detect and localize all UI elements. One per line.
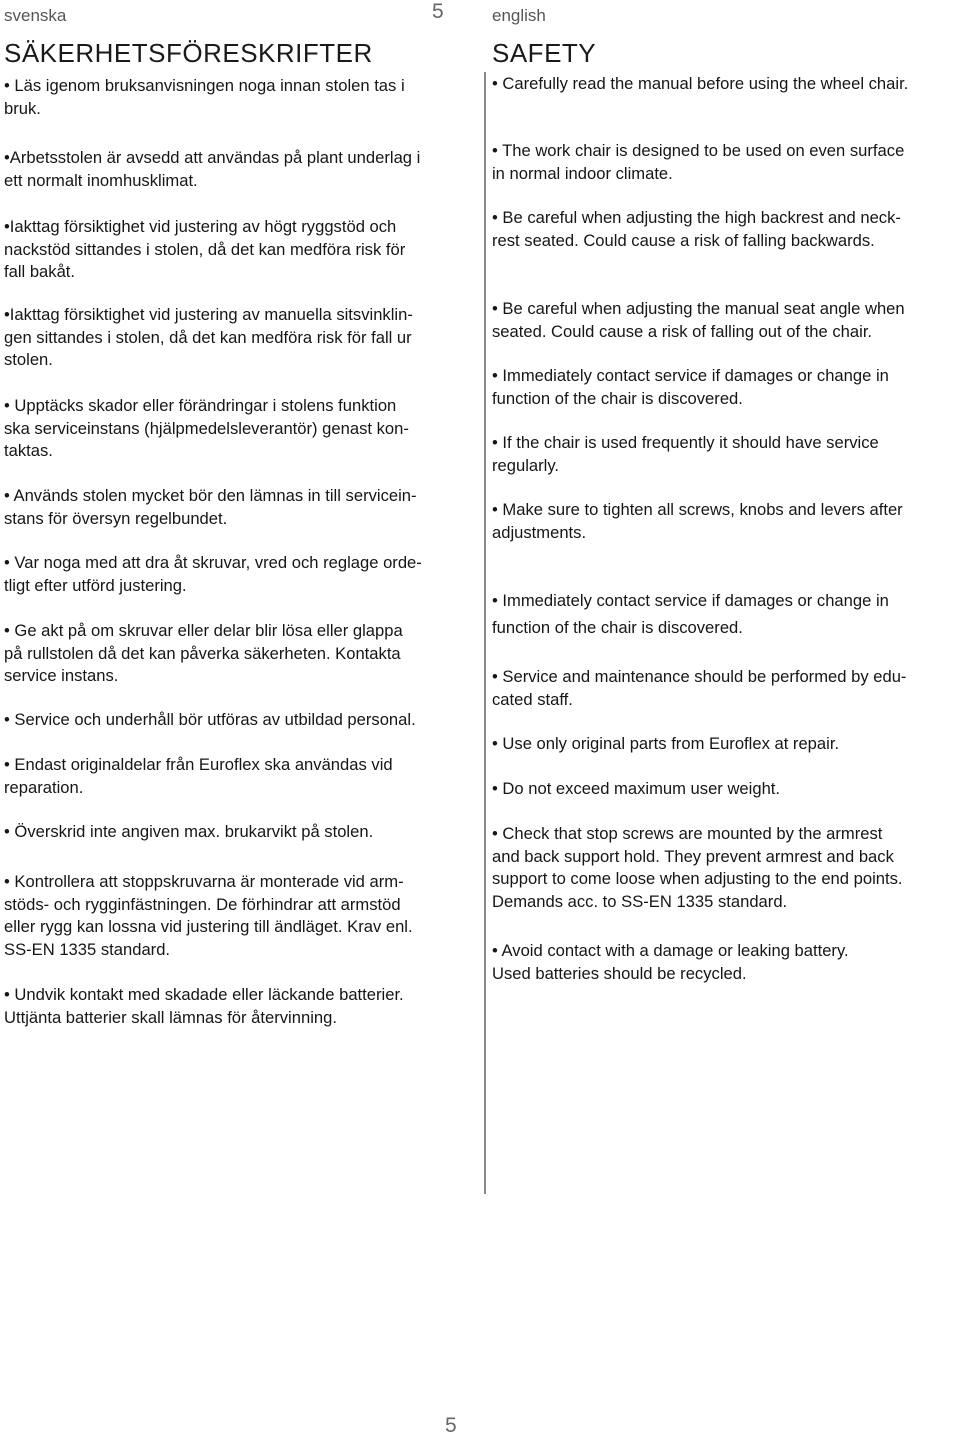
list-item-swedish: •Iakttag försiktighet vid justering av högt ryggstöd och nackstöd sittandes i stolen, då det kan medföra risk för fall bakåt. [4,217,406,282]
list-item-english: • The work chair is designed to be used on even surface in normal indoor climate. [492,141,905,183]
list-item-swedish: • Läs igenom bruksanvisningen noga innan stolen tas i bruk. [4,76,405,118]
list-item-swedish: • Ge akt på om skruvar eller delar blir lösa eller glappa på rullstolen då det kan påverka säkerheten. Kontakta service instans. [4,621,403,686]
column-divider [484,72,486,1194]
list-item-swedish: •Arbetsstolen är avsedd att användas på plant underlag i ett normalt inomhusklimat. [4,148,421,190]
page-number-bottom: 5 [445,1414,457,1437]
list-item-english: • If the chair is used frequently it should have service regularly. [492,433,879,475]
list-item-swedish: • Endast originaldelar från Euroflex ska användas vid reparation. [4,755,393,797]
language-label-english: english [492,6,546,25]
list-item-english: • Immediately contact service if damages or change in function of the chair is discovered. [492,366,889,408]
list-item-swedish: • Service och underhåll bör utföras av utbildad personal. [4,710,416,729]
list-item-swedish: • Undvik kontakt med skadade eller läckande batterier. Uttjänta batterier skall lämnas för återvinning. [4,985,404,1027]
list-item-swedish: • Överskrid inte angiven max. brukarvikt på stolen. [4,822,374,841]
list-item-english: • Be careful when adjusting the manual seat angle when seated. Could cause a risk of falling out of the chair. [492,299,905,341]
language-label-swedish: svenska [4,6,67,25]
list-item-english: • Service and maintenance should be performed by edu- cated staff. [492,667,907,709]
list-item-english: • Use only original parts from Euroflex at repair. [492,734,840,753]
list-item-english: • Do not exceed maximum user weight. [492,779,781,798]
list-item-swedish: • Upptäcks skador eller förändringar i stolens funktion ska serviceinstans (hjälpmedelsleverantör) genast kon- taktas. [4,396,409,461]
list-item-english: • Immediately contact service if damages or change in function of the chair is discovered. [492,591,889,637]
page-number-top: 5 [432,0,444,23]
list-item-english: • Be careful when adjusting the high backrest and neck- rest seated. Could cause a risk of falling backwards. [492,208,901,250]
heading-english: SAFETY [492,38,597,68]
list-item-swedish: • Var noga med att dra åt skruvar, vred och reglage orde- tligt efter utförd justering. [4,553,422,595]
list-item-english: • Carefully read the manual before using the wheel chair. [492,74,909,93]
list-item-english: • Make sure to tighten all screws, knobs and levers after adjustments. [492,500,903,542]
list-item-swedish: • Kontrollera att stoppskruvarna är monterade vid arm- stöds- och rygginfästningen. De förhindrar att armstöd eller rygg kan lossna vid justering till ändläget. Krav enl. SS-EN 1335 standard. [4,872,413,959]
list-item-swedish: • Används stolen mycket bör den lämnas in till servicein- stans för översyn regelbundet. [4,486,417,528]
heading-swedish: SÄKERHETSFÖRESKRIFTER [4,38,373,68]
list-item-swedish: •Iakttag försiktighet vid justering av manuella sitsvinklin- gen sittandes i stolen, då det kan medföra risk för fall ur stolen. [4,305,413,370]
list-item-english: • Avoid contact with a damage or leaking battery. Used batteries should be recycled. [492,941,849,983]
list-item-english: • Check that stop screws are mounted by the armrest and back support hold. They prevent armrest and back support to come loose when adjusting to the end points. Demands acc. to SS-EN 1335 standard. [492,824,903,911]
